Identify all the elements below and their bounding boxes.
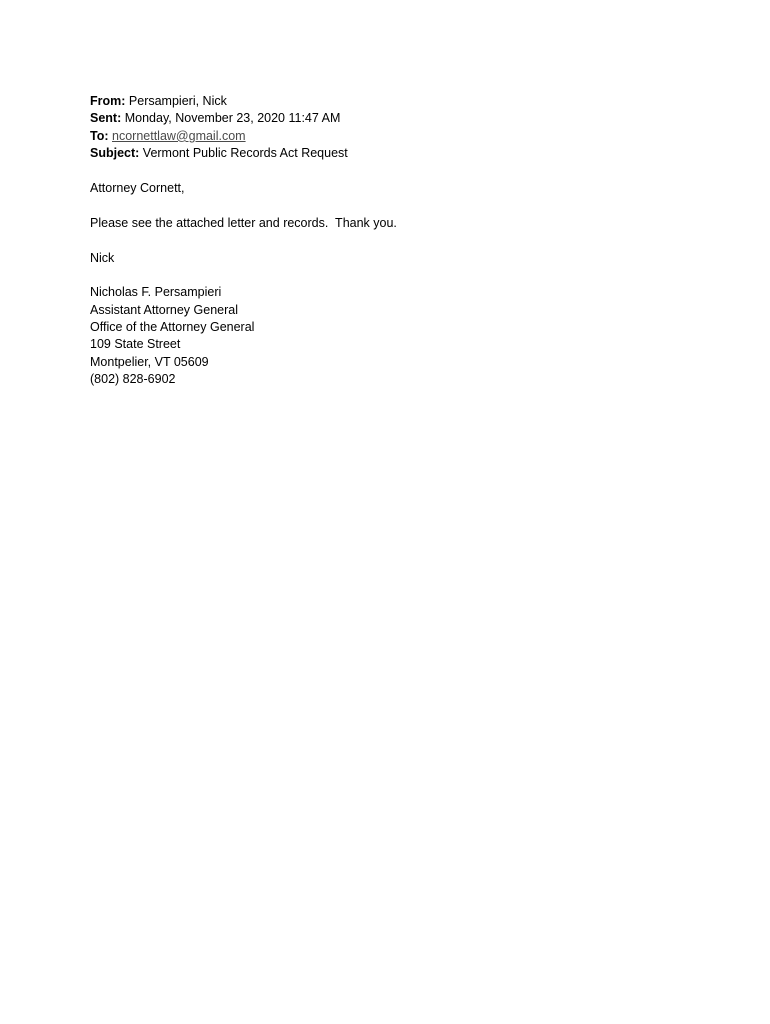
signature-title: Assistant Attorney General	[90, 302, 238, 317]
sent-line	[90, 110, 690, 127]
sent-label: Sent:	[90, 111, 122, 126]
sent-value: Monday, November 23, 2020 11:47 AM	[124, 111, 341, 126]
subject-value: Vermont Public Records Act Request	[142, 146, 348, 161]
spacer	[90, 267, 690, 284]
signature-street: 109 State Street	[90, 337, 181, 352]
email-content	[90, 93, 690, 389]
signature-phone: (802) 828-6902	[90, 372, 176, 387]
to-email-link[interactable]: ncornettlaw@gmail.com	[112, 128, 246, 143]
signature-name: Nicholas F. Persampieri	[90, 285, 222, 300]
to-label: To:	[90, 128, 109, 143]
signature-office: Office of the Attorney General	[90, 320, 255, 335]
from-value: Persampieri, Nick	[128, 94, 227, 108]
subject-line	[90, 145, 690, 162]
message-text: Please see the attached letter and records. Thank you.	[90, 215, 397, 230]
subject-label: Subject:	[90, 146, 140, 161]
to-line	[90, 128, 690, 145]
greeting: Attorney Cornett,	[90, 180, 185, 195]
signature-city: Montpelier, VT 05609	[90, 354, 209, 369]
spacer	[90, 163, 690, 180]
from-line	[90, 93, 690, 110]
spacer	[90, 232, 690, 249]
spacer	[90, 197, 690, 214]
from-label: From:	[90, 94, 126, 108]
closing: Nick	[90, 250, 115, 265]
